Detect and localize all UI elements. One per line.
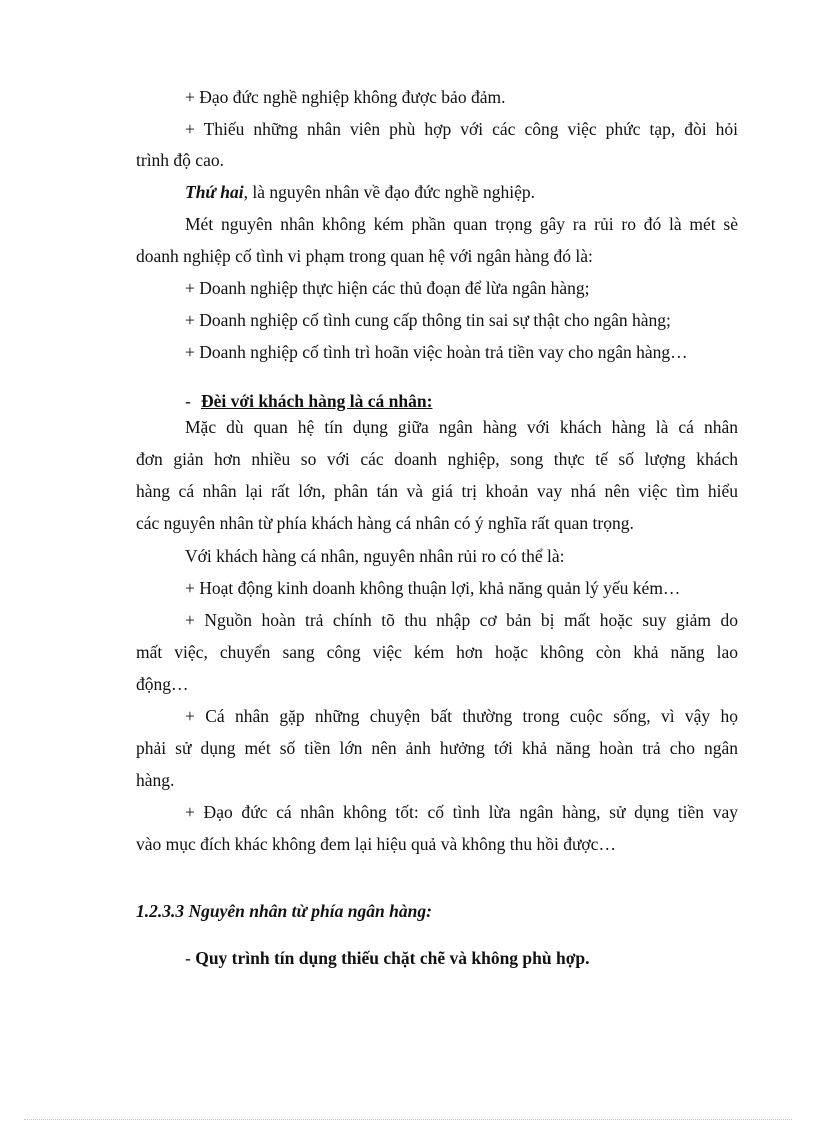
second-reason-text: , là nguyên nhân về đạo đức nghề nghiệp. bbox=[243, 182, 535, 202]
paragraph-individual-line3: hàng cá nhân lại rất lớn, phân tán và giá trị khoản vay nhá nên việc tìm hiểu bbox=[136, 481, 738, 501]
paragraph-unusual-events-line3: hàng. bbox=[136, 770, 175, 790]
paragraph-personal-ethics-line1: + Đạo đức cá nhân không tốt: cố tình lừa ngân hàng, sử dụng tiền vay bbox=[185, 802, 738, 822]
heading-dash: - bbox=[185, 391, 191, 411]
paragraph-income-loss-line3: động… bbox=[136, 674, 189, 694]
paragraph-unusual-events-line2: phải sử dụng mét số tiền lớn nên ảnh hưởng tới khả năng hoàn trả cho ngân bbox=[136, 738, 738, 758]
page-bottom-rule bbox=[24, 1119, 792, 1120]
paragraph-ethics-not-ensured: + Đạo đức nghề nghiệp không được bảo đảm. bbox=[185, 87, 506, 107]
paragraph-delay-repayment: + Doanh nghiệp cố tình trì hoãn việc hoàn trả tiền vay cho ngân hàng… bbox=[185, 342, 688, 362]
section-heading-bank-causes: 1.2.3.3 Nguyên nhân từ phía ngân hàng: bbox=[136, 901, 432, 921]
paragraph-individual-line4: các nguyên nhân từ phía khách hàng cá nhân có ý nghĩa rất quan trọng. bbox=[136, 513, 634, 533]
paragraph-individual-line1: Mặc dù quan hệ tín dụng giữa ngân hàng với khách hàng là cá nhân bbox=[185, 417, 738, 437]
subheading-dash: - bbox=[185, 948, 196, 968]
paragraph-unusual-events-line1: + Cá nhân gặp những chuyện bất thường trong cuộc sống, vì vậy họ bbox=[185, 706, 738, 726]
subheading-credit-process bbox=[185, 947, 738, 969]
paragraph-individual-line2: đơn giản hơn nhiều so với các doanh nghiệp, song thực tế số lượng khách bbox=[136, 449, 738, 469]
paragraph-lack-staff-line2: trình độ cao. bbox=[136, 150, 224, 170]
paragraph-individual-risk-intro: Với khách hàng cá nhân, nguyên nhân rủi ro có thể là: bbox=[185, 546, 565, 566]
paragraph-fraud: + Doanh nghiệp thực hiện các thủ đoạn để lừa ngân hàng; bbox=[185, 278, 590, 298]
paragraph-business-unfavorable: + Hoạt động kinh doanh không thuận lợi, khả năng quản lý yếu kém… bbox=[185, 578, 681, 598]
paragraph-income-loss-line2: mất việc, chuyển sang công việc kém hơn hoặc không còn khả năng lao bbox=[136, 642, 738, 662]
second-reason-label: Thứ hai bbox=[185, 182, 244, 202]
paragraph-income-loss-line1: + Nguồn hoàn trả chính tõ thu nhập cơ bản bị mất hoặc suy giảm do bbox=[185, 610, 738, 630]
paragraph-lack-staff-line1: + Thiếu những nhân viên phù hợp với các công việc phức tạp, đòi hỏi bbox=[185, 119, 738, 139]
heading-text: Đèi với khách hàng là cá nhân: bbox=[201, 391, 433, 411]
paragraph-false-info: + Doanh nghiệp cố tình cung cấp thông tin sai sự thật cho ngân hàng; bbox=[185, 310, 671, 330]
paragraph-second-reason bbox=[185, 181, 738, 203]
paragraph-personal-ethics-line2: vào mục đích khác không đem lại hiệu quả và không thu hồi được… bbox=[136, 834, 616, 854]
subheading-text: Quy trình tín dụng thiếu chặt chẽ và không phù hợp. bbox=[195, 948, 590, 968]
paragraph-violation-line1: Mét nguyên nhân không kém phần quan trọng gây ra rủi ro đó là mét sè bbox=[185, 214, 738, 234]
heading-individual-customers bbox=[185, 390, 738, 412]
paragraph-violation-line2: doanh nghiệp cố tình vi phạm trong quan hệ với ngân hàng đó là: bbox=[136, 246, 593, 266]
